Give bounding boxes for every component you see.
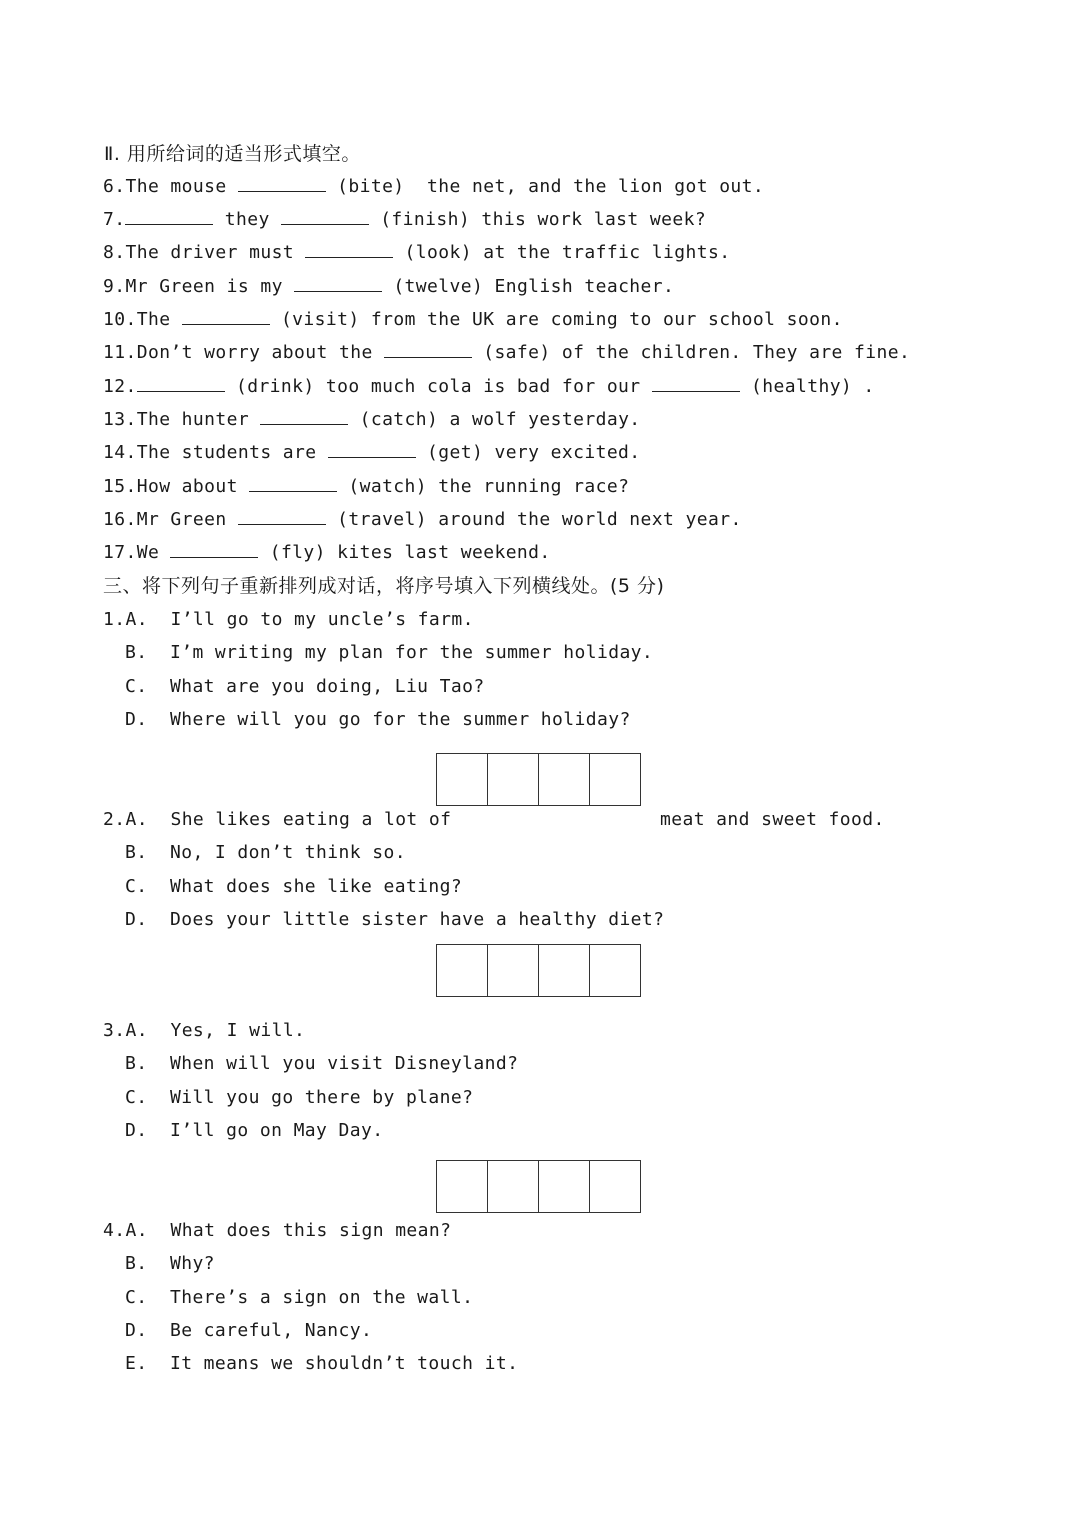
dialogue-3-line-b: B. When will you visit Disneyland? (125, 1053, 519, 1074)
dialogue-4-line-d: D. Be careful, Nancy. (125, 1320, 373, 1341)
question-15: 15.How about (watch) the running race? (103, 476, 630, 497)
answer-blank[interactable] (305, 243, 393, 258)
dialogue-1-line-a: 1.A. I’ll go to my uncle’s farm. (103, 609, 474, 630)
question-11: 11.Don’t worry about the (safe) of the children. They are fine. (103, 342, 911, 363)
dialogue-4-line-b: B. Why? (125, 1253, 215, 1274)
question-8: 8.The driver must (look) at the traffic lights. (103, 242, 731, 263)
answer-blank[interactable] (281, 210, 369, 225)
answer-boxes-1 (436, 753, 641, 806)
answer-box[interactable] (539, 754, 590, 805)
answer-blank[interactable] (652, 377, 740, 392)
answer-blank[interactable] (328, 443, 416, 458)
section-2-heading: Ⅱ. 用所给词的适当形式填空。 (104, 143, 361, 165)
question-16: 16.Mr Green (travel) around the world next year. (103, 509, 742, 530)
answer-box[interactable] (488, 754, 539, 805)
answer-blank[interactable] (170, 543, 258, 558)
answer-blank[interactable] (384, 343, 472, 358)
answer-box[interactable] (539, 945, 590, 996)
question-17: 17.We (fly) kites last weekend. (103, 542, 551, 563)
dialogue-2-line-a-tail: meat and sweet food. (660, 809, 885, 830)
answer-box[interactable] (437, 1161, 488, 1212)
dialogue-1-line-c: C. What are you doing, Liu Tao? (125, 676, 485, 697)
question-13: 13.The hunter (catch) a wolf yesterday. (103, 409, 641, 430)
question-10: 10.The (visit) from the UK are coming to our school soon. (103, 309, 843, 330)
answer-box[interactable] (488, 1161, 539, 1212)
dialogue-1-line-d: D. Where will you go for the summer holiday? (125, 709, 631, 730)
answer-box[interactable] (488, 945, 539, 996)
question-9: 9.Mr Green is my (twelve) English teacher. (103, 276, 675, 297)
answer-blank[interactable] (182, 310, 270, 325)
answer-box[interactable] (590, 945, 640, 996)
dialogue-3-line-c: C. Will you go there by plane? (125, 1087, 474, 1108)
answer-blank[interactable] (294, 277, 382, 292)
answer-boxes-2 (436, 944, 641, 997)
answer-blank[interactable] (249, 477, 337, 492)
question-14: 14.The students are (get) very excited. (103, 442, 641, 463)
question-6: 6.The mouse (bite) the net, and the lion got out. (103, 176, 765, 197)
dialogue-1-line-b: B. I’m writing my plan for the summer holiday. (125, 642, 654, 663)
question-7: 7. they (finish) this work last week? (103, 209, 707, 230)
answer-boxes-3 (436, 1160, 641, 1213)
dialogue-3-line-a: 3.A. Yes, I will. (103, 1020, 306, 1041)
answer-box[interactable] (437, 754, 488, 805)
dialogue-2-line-a: 2.A. She likes eating a lot of (103, 809, 452, 830)
dialogue-2-line-b: B. No, I don’t think so. (125, 842, 406, 863)
dialogue-4-line-e: E. It means we shouldn’t touch it. (125, 1353, 519, 1374)
dialogue-3-line-d: D. I’ll go on May Day. (125, 1120, 384, 1141)
dialogue-2-line-d: D. Does your little sister have a healthy diet? (125, 909, 665, 930)
dialogue-2-line-c: C. What does she like eating? (125, 876, 463, 897)
section-3-heading: 三、将下列句子重新排列成对话，将序号填入下列横线处。(5 分) (103, 575, 665, 597)
answer-box[interactable] (437, 945, 488, 996)
answer-blank[interactable] (137, 377, 225, 392)
answer-box[interactable] (539, 1161, 590, 1212)
dialogue-4-line-c: C. There’s a sign on the wall. (125, 1287, 474, 1308)
answer-blank[interactable] (238, 510, 326, 525)
question-12: 12. (drink) too much cola is bad for our (healthy) . (103, 376, 875, 397)
dialogue-4-line-a: 4.A. What does this sign mean? (103, 1220, 452, 1241)
answer-blank[interactable] (260, 410, 348, 425)
answer-box[interactable] (590, 1161, 640, 1212)
answer-box[interactable] (590, 754, 640, 805)
answer-blank[interactable] (238, 177, 326, 192)
answer-blank[interactable] (125, 210, 213, 225)
